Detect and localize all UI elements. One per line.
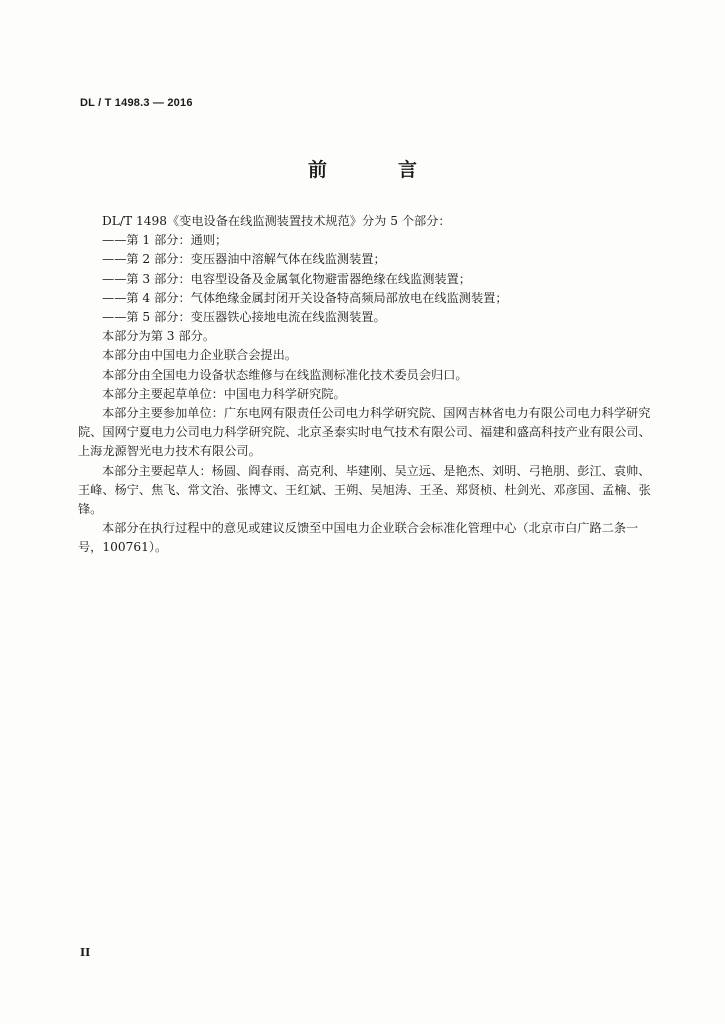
paragraph-feedback: 本部分在执行过程中的意见或建议反馈至中国电力企业联合会标准化管理中心（北京市白广路二条一号，100761）。	[78, 521, 639, 555]
paragraph-participating-units: 本部分主要参加单位：广东电网有限责任公司电力科学研究院、国网吉林省电力有限公司电力科学研究院、国网宁夏电力公司电力科学研究院、北京圣泰实时电气技术有限公司、福建和盛高科技产业有限公司、上海龙源智光电力技术有限公司。	[78, 406, 651, 459]
paragraph-proposer: 本部分由中国电力企业联合会提出。	[102, 348, 297, 363]
part-list-item: ——第 1 部分：通则；	[102, 233, 228, 248]
paragraph-part-number: 本部分为第 3 部分。	[102, 329, 216, 344]
paragraph-administrator: 本部分由全国电力设备状态维修与在线监测标准化技术委员会归口。	[102, 367, 468, 382]
part-list-item: ——第 2 部分：变压器油中溶解气体在线监测装置；	[102, 252, 386, 267]
paragraph-drafting-unit: 本部分主要起草单位：中国电力科学研究院。	[102, 386, 346, 401]
page-title: 前 言	[307, 159, 443, 181]
part-list-item: ——第 5 部分：变压器铁心接地电流在线监测装置。	[102, 310, 386, 325]
standard-code-header: DL / T 1498.3 — 2016	[80, 97, 193, 109]
page-number: II	[80, 946, 91, 959]
paragraph-drafters: 本部分主要起草人：杨圆、阎春雨、高克利、毕建刚、吴立远、是艳杰、刘明、弓艳朋、彭江、袁帅、王峰、杨宁、焦飞、常文治、张博文、王红斌、王朔、吴旭涛、王圣、郑贤桢、杜剑光、邓彦国、孟楠、张锋。	[78, 463, 651, 517]
foreword-body	[78, 212, 658, 558]
part-list-item: ——第 4 部分：气体绝缘金属封闭开关设备特高频局部放电在线监测装置；	[102, 290, 508, 305]
intro-paragraph: DL/T 1498《变电设备在线监测装置技术规范》分为 5 个部分：	[102, 214, 451, 228]
part-list-item: ——第 3 部分：电容型设备及金属氧化物避雷器绝缘在线监测装置；	[102, 271, 471, 286]
